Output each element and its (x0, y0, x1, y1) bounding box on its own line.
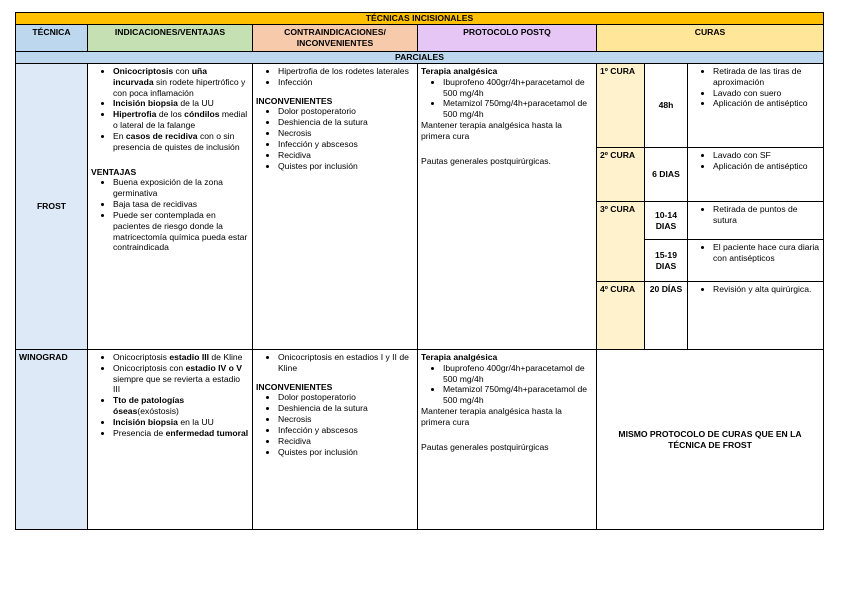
list-item: • Onicocriptosis con uña incurvada sin rodete hipertrófico y con poca inflamación (113, 66, 249, 98)
cura-items (688, 148, 824, 202)
frost-contraindicaciones (253, 64, 418, 350)
list-item: • Revisión y alta quirúrgica. (713, 284, 820, 295)
frost-indicaciones (88, 64, 253, 350)
protocolo-pautas: Pautas generales postquirúrgicas (421, 441, 549, 452)
list-item: • Retirada de las tiras de aproximación (713, 66, 820, 88)
winograd-indicaciones (88, 350, 253, 530)
list-item: • Quistes por inclusión (278, 447, 414, 458)
list-item: • En casos de recidiva con o sin presencia de quistes de inclusión (113, 131, 249, 153)
winograd-protocolo (418, 350, 597, 530)
list-item: • Incisión biopsia en la UU (113, 417, 249, 428)
list-item: • Ibuprofeno 400gr/4h+paracetamol de 500 mg/4h (443, 363, 593, 385)
list-item: • Dolor postoperatorio (278, 392, 414, 403)
list-item: • Puede ser contemplada en pacientes de riesgo donde la matricectomía química pueda estar contraindicada (113, 210, 249, 253)
list-item: • Recidiva (278, 150, 414, 161)
cura-time: 10-14 DIAS (645, 202, 688, 240)
protocolo-mantener: Mantener terapia analgésica hasta la primera cura (421, 120, 562, 141)
inconvenientes-title: INCONVENIENTES (256, 95, 333, 106)
list-item: • Retirada de puntos de sutura (713, 204, 820, 226)
list-item: • Ibuprofeno 400gr/4h+paracetamol de 500 mg/4h (443, 77, 593, 99)
list-item: • Tto de patologías óseas(exóstosis) (113, 395, 249, 417)
list-item: • Onicocriptosis en estadios I y II de Kline (278, 352, 414, 374)
list-item: • Buena exposición de la zona germinativa (113, 177, 249, 199)
protocolo-pautas: Pautas generales postquirúrgicas. (421, 155, 551, 166)
list-item: • Necrosis (278, 414, 414, 425)
protocolo-mantener: Mantener terapia analgésica hasta la primera cura (421, 406, 562, 427)
header-tecnica: TÉCNICA (16, 25, 88, 52)
list-item: • Lavado con SF (713, 150, 820, 161)
cura-items (688, 240, 824, 282)
list-item: • Infección y abscesos (278, 139, 414, 150)
list-item: • Quistes por inclusión (278, 161, 414, 172)
cura-name: 3º CURA (597, 202, 645, 282)
cura-name: 2º CURA (597, 148, 645, 202)
list-item: • Dolor postoperatorio (278, 106, 414, 117)
list-item: • Onicocriptosis con estadio IV o V siempre que se revierta a estadio III (113, 363, 249, 395)
list-item: • Presencia de enfermedad tumoral (113, 428, 249, 439)
header-indicaciones: INDICACIONES/VENTAJAS (88, 25, 253, 52)
list-item: • Metamizol 750mg/4h+paracetamol de 500 mg/4h (443, 98, 593, 120)
section-parciales: PARCIALES (16, 52, 824, 64)
list-item: • Incisión biopsia de la UU (113, 98, 249, 109)
cura-name: 4º CURA (597, 282, 645, 350)
list-item: • Recidiva (278, 436, 414, 447)
tecnica-winograd: WINOGRAD (16, 350, 88, 530)
cura-items (688, 282, 824, 350)
list-item: • Necrosis (278, 128, 414, 139)
tecnica-frost: FROST (16, 64, 88, 350)
list-item: • Hipertrofia de los rodetes laterales (278, 66, 414, 77)
cura-name: 1º CURA (597, 64, 645, 148)
protocolo-title: Terapia analgésica (421, 66, 498, 76)
winograd-curas: MISMO PROTOCOLO DE CURAS QUE EN LA TÉCNICA DE FROST (597, 350, 824, 530)
winograd-contraindicaciones (253, 350, 418, 530)
list-item: • El paciente hace cura diaria con antisépticos (713, 242, 820, 264)
list-item: • Aplicación de antiséptico (713, 98, 820, 109)
table-title: TÉCNICAS INCISIONALES (16, 13, 824, 25)
list-item: • Hipertrofia de los cóndilos medial o lateral de la falange (113, 109, 249, 131)
list-item: • Onicocriptosis estadio III de Kline (113, 352, 249, 363)
list-item: • Deshiencia de la sutura (278, 117, 414, 128)
cura-time: 15-19 DIAS (645, 240, 688, 282)
header-curas: CURAS (597, 25, 824, 52)
list-item: • Lavado con suero (713, 88, 820, 99)
ventajas-title: VENTAJAS (91, 166, 137, 177)
frost-protocolo (418, 64, 597, 350)
protocolo-title: Terapia analgésica (421, 352, 498, 362)
header-contraindicaciones: CONTRAINDICACIONES/ INCONVENIENTES (253, 25, 418, 52)
list-item: • Infección (278, 77, 414, 88)
header-protocolo: PROTOCOLO POSTQ (418, 25, 597, 52)
cura-items (688, 202, 824, 240)
cura-time: 48h (645, 64, 688, 148)
list-item: • Metamizol 750mg/4h+paracetamol de 500 mg/4h (443, 384, 593, 406)
cura-time: 6 DIAS (645, 148, 688, 202)
tecnicas-table (15, 12, 824, 530)
list-item: • Aplicación de antiséptico (713, 161, 820, 172)
list-item: • Baja tasa de recidivas (113, 199, 249, 210)
list-item: • Deshiencia de la sutura (278, 403, 414, 414)
cura-time: 20 DÍAS (645, 282, 688, 350)
inconvenientes-title: INCONVENIENTES (256, 381, 333, 392)
cura-items (688, 64, 824, 148)
document (15, 12, 823, 530)
list-item: • Infección y abscesos (278, 425, 414, 436)
